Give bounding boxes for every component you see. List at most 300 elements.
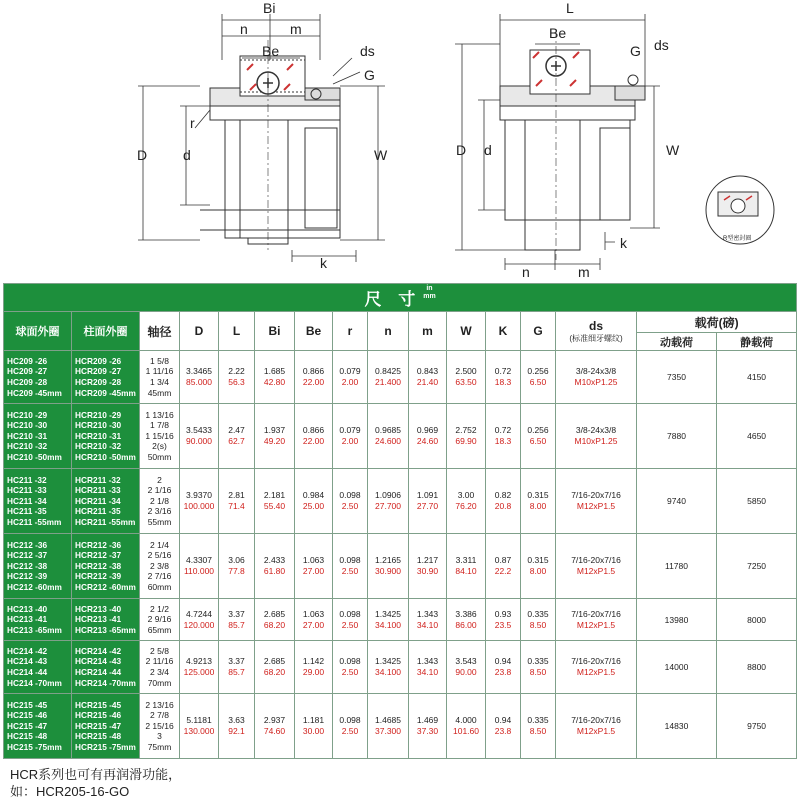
value-cell-g (521, 404, 556, 469)
label-G-left: G (364, 67, 375, 83)
inch-value: 0.82 (494, 490, 512, 500)
mm-value: 37.300 (375, 726, 401, 736)
ball-model-cell: HC209 -26 HC209 -27 HC209 -28 HC209 -45mm (4, 351, 72, 404)
value-cell-k (486, 404, 521, 469)
inch-value: 2.47 (228, 425, 245, 435)
value-cell-k (486, 641, 521, 694)
value-cell-w (447, 641, 486, 694)
mm-value: 18.3 (494, 436, 512, 446)
label-D-right: D (456, 142, 467, 158)
value-cell-be (295, 641, 333, 694)
value-cell-n (368, 351, 409, 404)
thread-metric: M12xP1.5 (576, 619, 616, 630)
label-Be-right: Be (549, 25, 567, 41)
mm-value: 85.7 (228, 667, 245, 677)
dynamic-load-cell: 7880 (637, 404, 717, 469)
value-cell-g (521, 469, 556, 534)
static-load-cell: 8000 (717, 599, 797, 641)
inch-value: 0.335 (527, 608, 549, 619)
value-cell-d (180, 641, 219, 694)
inch-value: 3.06 (228, 555, 245, 565)
inch-value: 0.866 (302, 425, 325, 435)
mm-value: 55.40 (263, 501, 286, 511)
thread-metric: M10xP1.25 (574, 377, 618, 387)
inch-value: 0.9685 (375, 425, 401, 435)
value-cell-n (368, 469, 409, 534)
mm-value: 61.80 (263, 566, 286, 576)
static-load-cell: 8800 (717, 641, 797, 694)
value-cell-n (368, 641, 409, 694)
value-cell-r (333, 351, 368, 404)
value-cell-m (409, 404, 447, 469)
value-cell-bi (255, 641, 295, 694)
mm-value: 90.00 (455, 667, 477, 677)
label-n-left: n (240, 21, 248, 37)
mm-value: 21.400 (375, 377, 401, 387)
cyl-model-cell: HCR210 -29 HCR210 -30 HCR210 -31 HCR210 -32 HCR210 -50mm (72, 404, 140, 469)
inch-value: 0.256 (527, 425, 549, 435)
value-cell-k (486, 694, 521, 759)
value-cell-r (333, 599, 368, 641)
axle-cell: 2 5/8 2 11/16 2 3/4 70mm (140, 641, 180, 694)
value-cell-k (486, 469, 521, 534)
label-n-right: n (522, 264, 530, 280)
value-cell-bi (255, 351, 295, 404)
value-cell-m (409, 694, 447, 759)
mm-value: 29.00 (302, 667, 325, 677)
header-load: 载荷(磅) (637, 312, 797, 333)
static-load-cell: 4650 (717, 404, 797, 469)
inch-value: 0.335 (527, 715, 549, 725)
value-cell-ds (556, 599, 637, 641)
mm-value: 30.900 (375, 566, 401, 576)
header-D: D (180, 312, 219, 351)
thread-metric: M12xP1.5 (576, 667, 616, 677)
mm-value: 90.000 (186, 436, 212, 446)
inch-value: 0.256 (527, 366, 549, 376)
inch-value: 1.063 (302, 555, 325, 565)
value-cell-n (368, 694, 409, 759)
inch-value: 1.181 (302, 715, 325, 725)
header-Be: Be (295, 312, 333, 351)
inch-value: 0.098 (339, 656, 361, 666)
inch-value: 2.81 (228, 490, 245, 500)
value-cell-bi (255, 599, 295, 641)
mm-value: 6.50 (529, 436, 547, 446)
mm-value: 2.00 (341, 377, 359, 387)
inch-value: 1.343 (416, 656, 439, 666)
inch-value: 0.72 (494, 366, 512, 376)
ball-model-cell: HC213 -40 HC213 -41 HC213 -65mm (4, 599, 72, 641)
ball-model-cell: HC211 -32 HC211 -33 HC211 -34 HC211 -35 HC211 -55mm (4, 469, 72, 534)
inch-value: 2.685 (263, 656, 286, 666)
value-cell-w (447, 694, 486, 759)
table-row (4, 351, 797, 404)
value-cell-l (219, 599, 255, 641)
mm-value: 2.00 (341, 436, 359, 446)
inch-value: 0.098 (339, 490, 361, 500)
label-d-left: d (183, 147, 191, 163)
mm-value: 68.20 (263, 667, 286, 677)
value-cell-ds (556, 641, 637, 694)
cyl-model-cell: HCR211 -32 HCR211 -33 HCR211 -34 HCR211 -35 HCR211 -55mm (72, 469, 140, 534)
inch-value: 1.4685 (375, 715, 401, 725)
static-load-cell: 7250 (717, 534, 797, 599)
inch-value: 3.9370 (186, 490, 212, 500)
mm-value: 37.30 (416, 726, 439, 736)
mm-value: 42.80 (263, 377, 286, 387)
value-cell-g (521, 534, 556, 599)
inch-value: 0.87 (494, 555, 512, 565)
value-cell-k (486, 599, 521, 641)
dynamic-load-cell: 13980 (637, 599, 717, 641)
header-m: m (409, 312, 447, 351)
mm-value: 30.90 (416, 566, 439, 576)
label-ds-left: ds (360, 43, 375, 59)
value-cell-be (295, 469, 333, 534)
value-cell-k (486, 351, 521, 404)
value-cell-bi (255, 469, 295, 534)
cyl-model-cell: HCR212 -36 HCR212 -37 HCR212 -38 HCR212 -39 HCR212 -60mm (72, 534, 140, 599)
value-cell-d (180, 599, 219, 641)
ball-model-cell: HC215 -45 HC215 -46 HC215 -47 HC215 -48 HC215 -75mm (4, 694, 72, 759)
value-cell-l (219, 469, 255, 534)
axle-cell: 1 5/8 1 11/16 1 3/4 45mm (140, 351, 180, 404)
mm-value: 56.3 (228, 377, 245, 387)
value-cell-l (219, 534, 255, 599)
seal-caption: R型密封圈 (723, 236, 752, 242)
mm-value: 8.50 (529, 667, 547, 677)
inch-value: 3.37 (228, 656, 245, 666)
value-cell-w (447, 599, 486, 641)
inch-value: 0.984 (302, 490, 325, 500)
inch-value: 0.098 (339, 555, 361, 565)
inch-value: 4.9213 (186, 656, 212, 666)
mm-value: 68.20 (263, 619, 286, 630)
header-G: G (521, 312, 556, 351)
mm-value: 24.600 (375, 436, 401, 446)
mm-value: 101.60 (453, 726, 479, 736)
header-Bi: Bi (255, 312, 295, 351)
mm-value: 2.50 (341, 501, 359, 511)
value-cell-ds (556, 404, 637, 469)
seal-inset-icon (706, 176, 774, 244)
thread-inch: 7/16-20x7/16 (571, 608, 621, 619)
value-cell-d (180, 404, 219, 469)
cyl-model-cell: HCR215 -45 HCR215 -46 HCR215 -47 HCR215 -48 HCR215 -75mm (72, 694, 140, 759)
label-W-right: W (666, 142, 680, 158)
value-cell-g (521, 599, 556, 641)
thread-metric: M10xP1.25 (574, 436, 618, 446)
inch-value: 3.543 (455, 656, 477, 666)
table-row (4, 694, 797, 759)
inch-value: 0.098 (339, 608, 361, 619)
inch-value: 3.37 (228, 608, 245, 619)
value-cell-w (447, 351, 486, 404)
mm-value: 27.700 (375, 501, 401, 511)
mm-value: 2.50 (341, 566, 359, 576)
inch-value: 2.937 (263, 715, 286, 725)
value-cell-be (295, 351, 333, 404)
mm-value: 22.00 (302, 436, 325, 446)
dimension-table (3, 283, 797, 759)
mm-value: 63.50 (455, 377, 477, 387)
mm-value: 8.50 (529, 619, 547, 630)
inch-value: 1.937 (263, 425, 286, 435)
mm-value: 49.20 (263, 436, 286, 446)
technical-drawings (0, 0, 799, 280)
label-Bi-left: Bi (263, 0, 276, 16)
value-cell-ds (556, 469, 637, 534)
inch-value: 0.335 (527, 656, 549, 666)
cyl-model-cell: HCR213 -40 HCR213 -41 HCR213 -65mm (72, 599, 140, 641)
thread-metric: M12xP1.5 (576, 566, 616, 576)
inch-value: 1.217 (416, 555, 439, 565)
cyl-model-cell: HCR209 -26 HCR209 -27 HCR209 -28 HCR209 -45mm (72, 351, 140, 404)
inch-value: 3.5433 (186, 425, 212, 435)
value-cell-n (368, 404, 409, 469)
inch-value: 1.3425 (375, 608, 401, 619)
header-static: 静载荷 (717, 333, 797, 351)
header-axle: 轴径 (140, 312, 180, 351)
value-cell-r (333, 469, 368, 534)
footer-note (10, 766, 181, 800)
value-cell-m (409, 641, 447, 694)
inch-value: 1.2165 (375, 555, 401, 565)
mm-value: 62.7 (228, 436, 245, 446)
dynamic-load-cell: 9740 (637, 469, 717, 534)
mm-value: 27.00 (302, 566, 325, 576)
inch-value: 2.181 (263, 490, 286, 500)
header-n: n (368, 312, 409, 351)
inch-value: 1.142 (302, 656, 325, 666)
header-L: L (219, 312, 255, 351)
inch-value: 3.3465 (186, 366, 212, 376)
thread-inch: 3/8-24x3/8 (575, 425, 617, 435)
inch-value: 4.000 (455, 715, 477, 725)
inch-value: 2.685 (263, 608, 286, 619)
mm-value: 6.50 (529, 377, 547, 387)
value-cell-r (333, 641, 368, 694)
header-W: W (447, 312, 486, 351)
mm-value: 8.00 (529, 501, 547, 511)
inch-value: 1.3425 (375, 656, 401, 666)
mm-value: 71.4 (228, 501, 245, 511)
value-cell-bi (255, 694, 295, 759)
mm-value: 25.00 (302, 501, 325, 511)
dynamic-load-cell: 14830 (637, 694, 717, 759)
inch-value: 1.685 (263, 366, 286, 376)
value-cell-n (368, 534, 409, 599)
mm-value: 34.10 (416, 667, 439, 677)
inch-value: 1.063 (302, 608, 325, 619)
value-cell-be (295, 404, 333, 469)
header-K: K (486, 312, 521, 351)
table-row (4, 641, 797, 694)
inch-value: 0.8425 (375, 366, 401, 376)
axle-cell: 2 1/4 2 5/16 2 3/8 2 7/16 60mm (140, 534, 180, 599)
value-cell-w (447, 469, 486, 534)
header-r: r (333, 312, 368, 351)
value-cell-r (333, 404, 368, 469)
inch-value: 0.94 (494, 715, 512, 725)
inch-value: 1.343 (416, 608, 439, 619)
mm-value: 23.8 (494, 667, 512, 677)
thread-metric: M12xP1.5 (576, 501, 616, 511)
thread-inch: 7/16-20x7/16 (571, 555, 621, 565)
mm-value: 34.10 (416, 619, 439, 630)
mm-value: 22.2 (494, 566, 512, 576)
inch-value: 0.94 (494, 656, 512, 666)
value-cell-m (409, 534, 447, 599)
label-k-left: k (320, 255, 327, 271)
inch-value: 2.433 (263, 555, 286, 565)
inch-value: 0.93 (494, 608, 512, 619)
mm-value: 34.100 (375, 619, 401, 630)
table-row (4, 599, 797, 641)
title-units: in mm (423, 285, 436, 300)
header-ball: 球面外圈 (4, 312, 72, 351)
axle-cell: 2 13/16 2 7/8 2 15/16 3 75mm (140, 694, 180, 759)
dynamic-load-cell: 11780 (637, 534, 717, 599)
label-L-right: L (566, 0, 574, 16)
inch-value: 4.7244 (186, 608, 212, 619)
thread-inch: 3/8-24x3/8 (575, 366, 617, 376)
dynamic-load-cell: 7350 (637, 351, 717, 404)
value-cell-r (333, 694, 368, 759)
inch-value: 0.079 (339, 425, 361, 435)
mm-value: 8.00 (529, 566, 547, 576)
inch-value: 2.22 (228, 366, 245, 376)
value-cell-d (180, 694, 219, 759)
mm-value: 23.5 (494, 619, 512, 630)
value-cell-g (521, 351, 556, 404)
thread-inch: 7/16-20x7/16 (571, 715, 621, 725)
inch-value: 0.079 (339, 366, 361, 376)
value-cell-m (409, 351, 447, 404)
footer-line-1: HCR系列也可有再润滑功能， (10, 767, 182, 782)
mm-value: 77.8 (228, 566, 245, 576)
mm-value: 69.90 (455, 436, 477, 446)
inch-value: 0.315 (527, 490, 549, 500)
mm-value: 2.50 (341, 667, 359, 677)
inch-value: 2.500 (455, 366, 477, 376)
static-load-cell: 4150 (717, 351, 797, 404)
inch-value: 0.969 (416, 425, 439, 435)
inch-value: 0.866 (302, 366, 325, 376)
axle-cell: 2 1/2 2 9/16 65mm (140, 599, 180, 641)
inch-value: 4.3307 (186, 555, 212, 565)
value-cell-d (180, 351, 219, 404)
mm-value: 85.000 (186, 377, 212, 387)
mm-value: 20.8 (494, 501, 512, 511)
mm-value: 76.20 (455, 501, 477, 511)
mm-value: 120.000 (183, 619, 215, 630)
thread-metric: M12xP1.5 (576, 726, 616, 736)
value-cell-d (180, 469, 219, 534)
inch-value: 3.386 (455, 608, 477, 619)
value-cell-w (447, 404, 486, 469)
value-cell-bi (255, 404, 295, 469)
value-cell-l (219, 641, 255, 694)
value-cell-ds (556, 694, 637, 759)
value-cell-r (333, 534, 368, 599)
label-D-left: D (137, 147, 148, 163)
mm-value: 21.40 (416, 377, 439, 387)
value-cell-d (180, 534, 219, 599)
mm-value: 92.1 (228, 726, 245, 736)
inch-value: 0.315 (527, 555, 549, 565)
ball-model-cell: HC212 -36 HC212 -37 HC212 -38 HC212 -39 HC212 -60mm (4, 534, 72, 599)
mm-value: 84.10 (455, 566, 477, 576)
mm-value: 27.70 (416, 501, 439, 511)
ball-model-cell: HC214 -42 HC214 -43 HC214 -44 HC214 -70mm (4, 641, 72, 694)
inch-value: 1.091 (416, 490, 439, 500)
inch-value: 0.843 (416, 366, 439, 376)
header-dynamic: 动载荷 (637, 333, 717, 351)
value-cell-be (295, 694, 333, 759)
label-ds-right: ds (654, 37, 669, 53)
mm-value: 2.50 (341, 619, 359, 630)
footer-line-2: 如：HCR205-16-GO (10, 784, 130, 799)
static-load-cell: 9750 (717, 694, 797, 759)
value-cell-l (219, 351, 255, 404)
dynamic-load-cell: 14000 (637, 641, 717, 694)
value-cell-w (447, 534, 486, 599)
mm-value: 130.000 (183, 726, 215, 736)
label-Be-left: Be (262, 43, 280, 59)
value-cell-ds (556, 534, 637, 599)
value-cell-g (521, 694, 556, 759)
value-cell-m (409, 599, 447, 641)
mm-value: 74.60 (263, 726, 286, 736)
inch-value: 3.63 (228, 715, 245, 725)
label-d-right: d (484, 142, 492, 158)
label-G-right: G (630, 43, 641, 59)
inch-value: 1.0906 (375, 490, 401, 500)
inch-value: 5.1181 (186, 715, 212, 725)
value-cell-m (409, 469, 447, 534)
thread-inch: 7/16-20x7/16 (571, 656, 621, 666)
label-m-left: m (290, 21, 302, 37)
mm-value: 22.00 (302, 377, 325, 387)
value-cell-l (219, 404, 255, 469)
mm-value: 8.50 (529, 726, 547, 736)
ball-model-cell: HC210 -29 HC210 -30 HC210 -31 HC210 -32 HC210 -50mm (4, 404, 72, 469)
value-cell-n (368, 599, 409, 641)
inch-value: 3.00 (457, 490, 475, 500)
mm-value: 23.8 (494, 726, 512, 736)
inch-value: 0.098 (339, 715, 361, 725)
static-load-cell: 5850 (717, 469, 797, 534)
inch-value: 1.469 (416, 715, 439, 725)
table-title: 尺 寸in mm (4, 284, 797, 312)
header-ds: ds (标准细牙螺纹) (556, 312, 637, 351)
value-cell-l (219, 694, 255, 759)
mm-value: 125.000 (183, 667, 215, 677)
mm-value: 85.7 (228, 619, 245, 630)
label-W-left: W (374, 147, 388, 163)
value-cell-bi (255, 534, 295, 599)
thread-inch: 7/16-20x7/16 (571, 490, 621, 500)
header-cyl: 柱面外圈 (72, 312, 140, 351)
table-row (4, 469, 797, 534)
mm-value: 100.000 (183, 501, 215, 511)
mm-value: 18.3 (494, 377, 512, 387)
mm-value: 30.00 (302, 726, 325, 736)
mm-value: 86.00 (455, 619, 477, 630)
value-cell-be (295, 534, 333, 599)
